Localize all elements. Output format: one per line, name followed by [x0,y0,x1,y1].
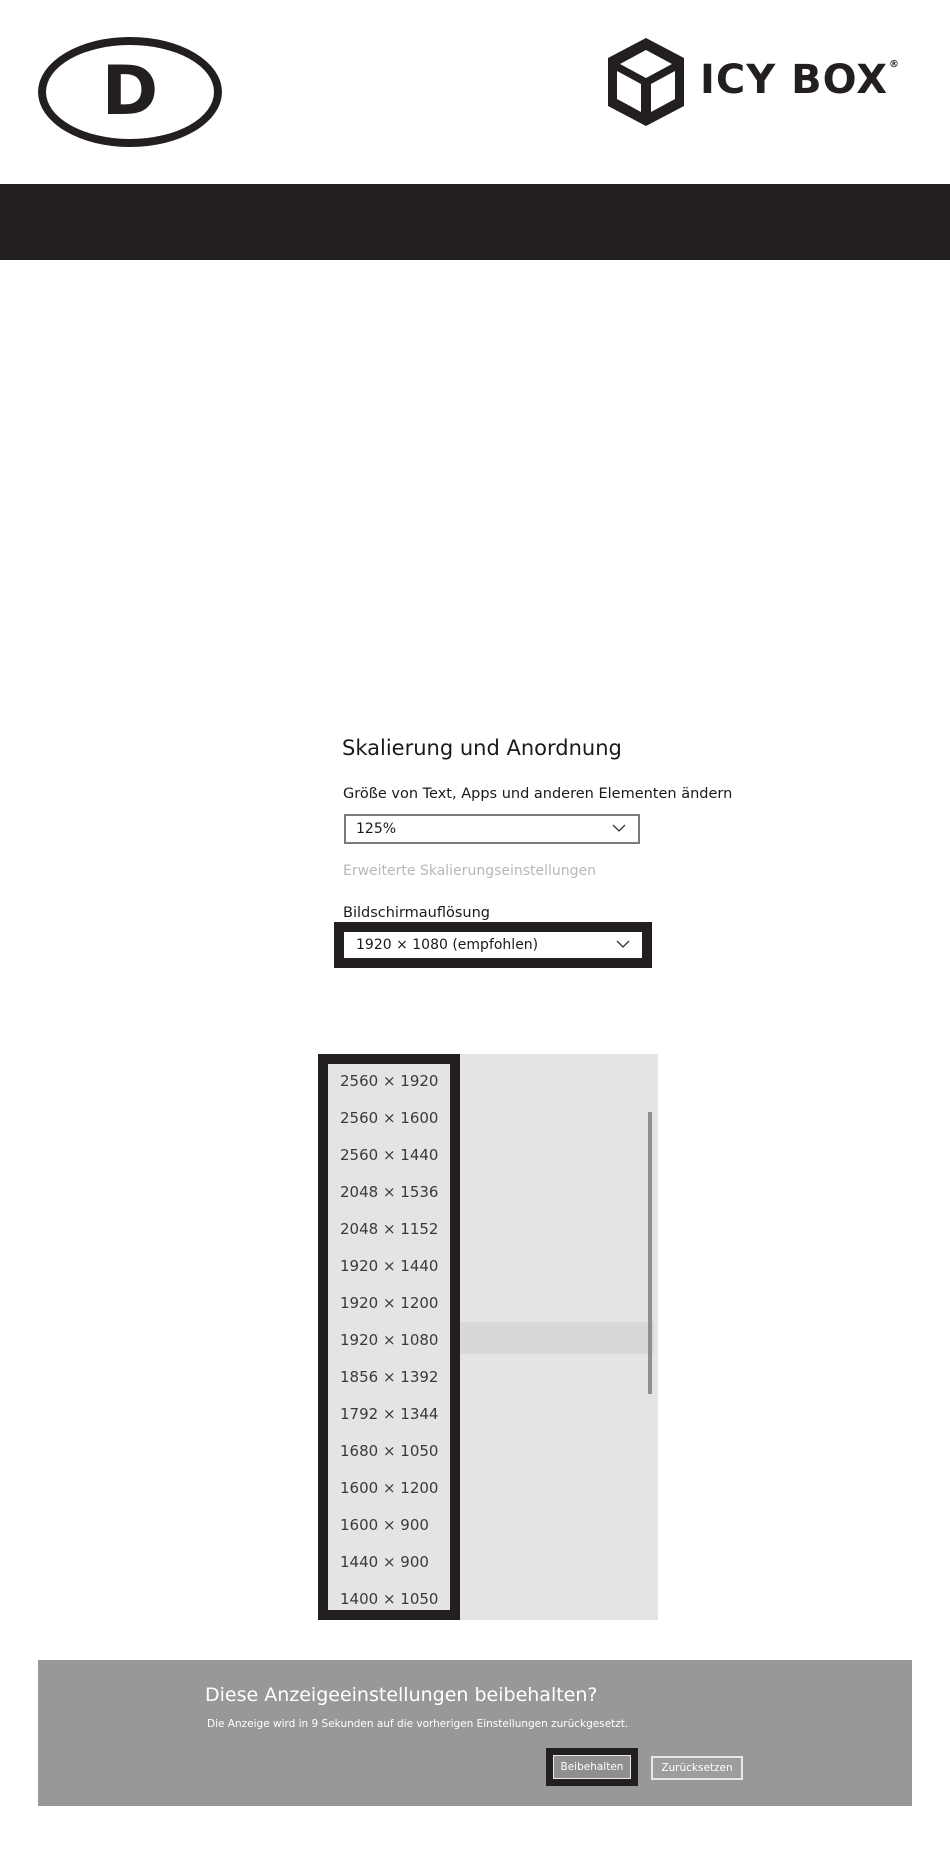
list-item[interactable]: 1400 × 1050 [340,1590,439,1608]
chevron-down-icon [616,939,630,949]
resolution-highlight-frame [334,922,652,968]
language-badge [38,37,222,147]
list-item[interactable]: 1680 × 1050 [340,1442,439,1460]
keep-button[interactable]: Beibehalten [553,1755,631,1779]
header-band [0,184,950,260]
list-item[interactable]: 2560 × 1440 [340,1146,439,1164]
scale-dropdown[interactable] [344,814,640,844]
dialog-message: Die Anzeige wird in 9 Sekunden auf die vorherigen Einstellungen zurückgesetzt. [207,1718,629,1730]
section-title: Skalierung und Anordnung [342,736,622,760]
registered-mark: ® [889,59,901,70]
list-item[interactable]: 1920 × 1440 [340,1257,439,1275]
list-item[interactable]: 1920 × 1200 [340,1294,439,1312]
revert-button[interactable]: Zurücksetzen [651,1756,743,1780]
list-item[interactable]: 1600 × 900 [340,1516,429,1534]
brand-logo [700,57,901,103]
list-item[interactable]: 1920 × 1080 [340,1331,439,1349]
list-scrollbar[interactable] [648,1112,652,1394]
cube-logo-icon [606,36,686,128]
keep-button-highlight-frame [546,1748,638,1786]
list-item[interactable]: 2560 × 1920 [340,1072,439,1090]
list-item[interactable]: 1600 × 1200 [340,1479,439,1497]
list-item[interactable]: 2048 × 1536 [340,1183,439,1201]
resolution-label: Bildschirmauflösung [343,905,491,921]
confirm-dialog [38,1660,912,1806]
dialog-title: Diese Anzeigeeinstellungen beibehalten? [205,1684,598,1706]
chevron-down-icon [612,823,626,833]
list-item[interactable]: 1792 × 1344 [340,1405,439,1423]
advanced-scaling-link[interactable]: Erweiterte Skalierungseinstellungen [343,863,597,879]
list-item[interactable]: 1440 × 900 [340,1553,429,1571]
language-code: D [101,52,159,131]
brand-name: ICY BOX [700,57,889,103]
scale-label: Größe von Text, Apps und anderen Elementen ändern [343,786,733,802]
selected-row-highlight [460,1322,654,1354]
resolution-list [318,1054,460,1620]
resolution-value: 1920 × 1080 (empfohlen) [356,937,539,953]
list-item[interactable]: 2048 × 1152 [340,1220,439,1238]
scale-value: 125% [356,821,397,837]
list-item[interactable]: 1856 × 1392 [340,1368,439,1386]
resolution-dropdown[interactable] [344,932,642,958]
list-item[interactable]: 2560 × 1600 [340,1109,439,1127]
